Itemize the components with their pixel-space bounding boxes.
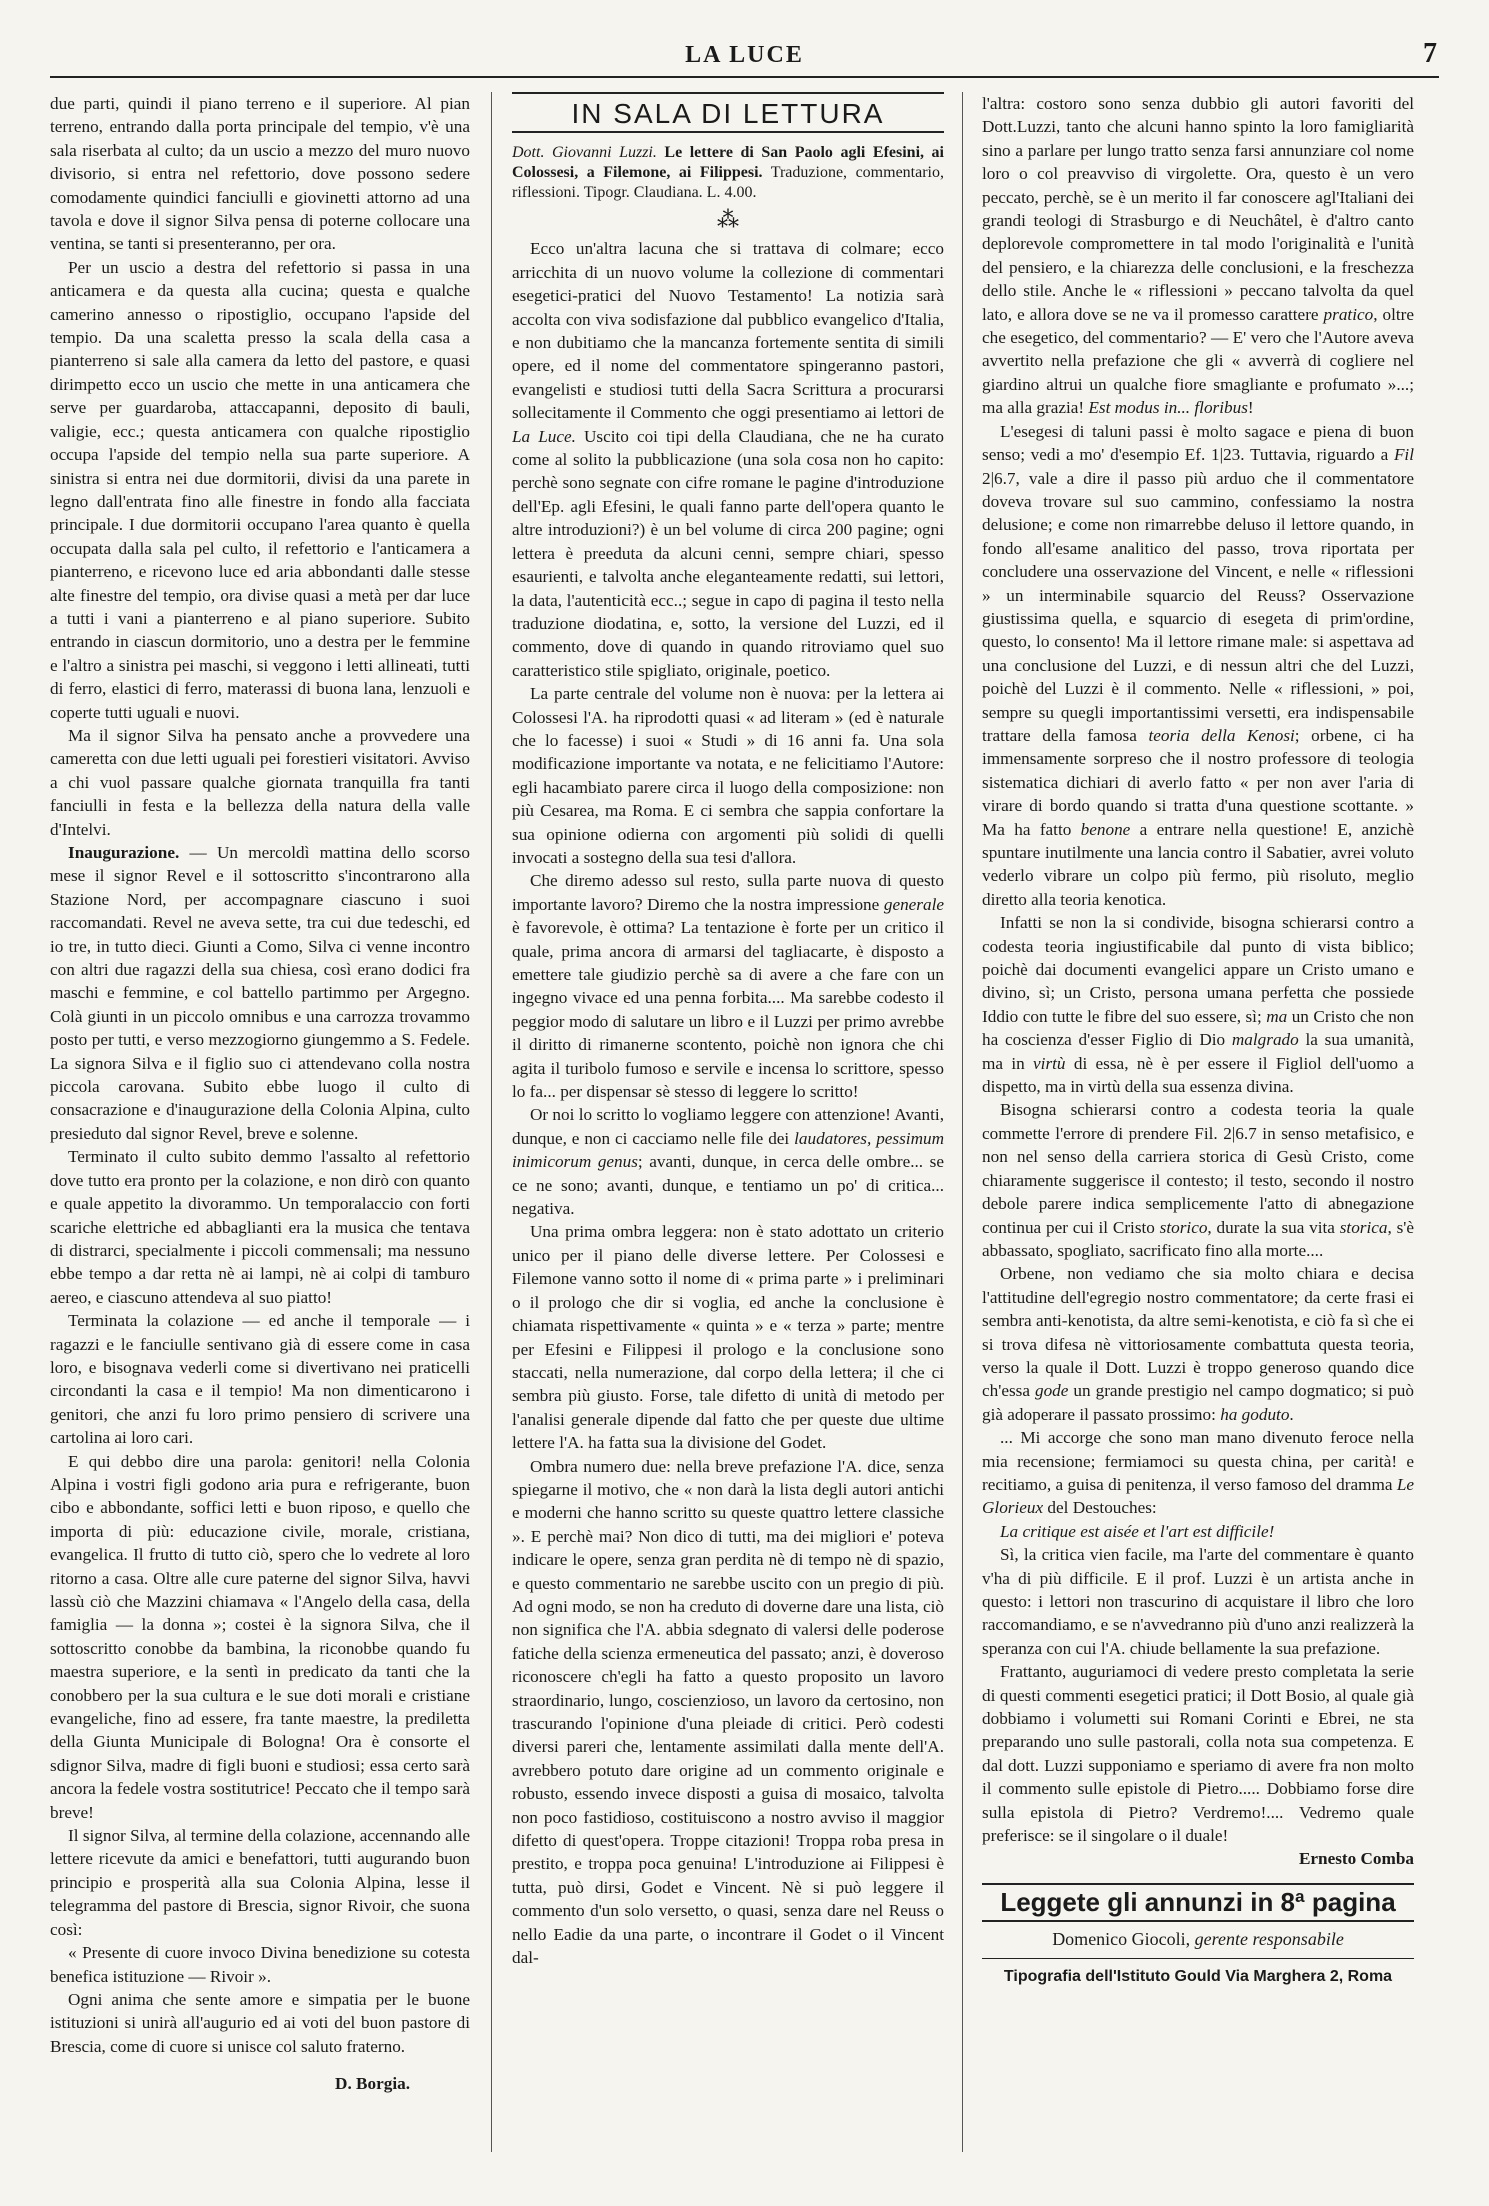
quote-line [982, 1520, 1414, 1543]
book-author: Dott. Giovanni Luzzi. [512, 144, 657, 162]
book-reference [512, 143, 944, 203]
paragraph: E qui debbo dire una parola: genitori! nella Colonia Alpina i vostri figli godono aria pura e refrigerante, buon cibo e abbondante, soffici letti e buon riposo, e quello che importa di più: educazione civile, morale, cristiana, evangelica. Il frutto di tutto ciò, spero che lo vedrete al loro ritorno a casa. Oltre alle cure paterne del signor Silva, havvi lassù ciò che Mazzini chiamava « l'Angelo della casa, della famiglia — la donna »; costei è la signora Silva, che il sottoscritto conobbe da bambina, la riconobbe quando fu maestra superiore, e la sentì in predicato da tanti che la conobbero per la sua cultura e le sue doti morali e cristiane evangeliche, fino ad essere, fra tante maestre, la prediletta della Giunta Municipale di Bologna! Ora è consorte el sdignor Silva, madre di figli buoni e studiosi; essa certo sarà ancora la fedele vostra sostitutrice! Peccato che il tempo sarà breve! [50, 1451, 470, 1822]
paragraph-text: Uscito coi tipi della Claudiana, che ne ha curato come al solito la pubblicazione (una sola cosa non ho capito: perchè sono segnate con cifre romane le pagine d'introduzione dell'Ep. agli Efesini, le quali fanno parte dell'opera quanto le altre introduzioni?) è un bel volume di circa 200 pagine; ogni lettera è preeduta da alcuni cenni, sempre chiari, spesso esaurienti, e talvolta anche eleganteamente redatti, sui lettori, la data, l'autenticità ecc..; segue in capo di pagina il testo nella traduzione diodatina, e, sotto, la versione del Luzzi, ed il commento, dove di quando in quando ritroviamo quel suo caratteristico stile spigliato, originale, poetico. [512, 426, 944, 680]
printer-imprint: Tipografia dell'Istituto Gould Via Marghera 2, Roma [1003, 1967, 1393, 1985]
paragraph [982, 420, 1414, 912]
paragraph-text: a entrare nella questione! E, anzichè spuntare inutilmente una lancia contro il Sabatier, avrei voluto vederlo vibrare un colpo più fermo, più risoluto, meglio diretto alla teoria kenotica. [982, 819, 1414, 909]
italic-text: teoria della Kenosi [1148, 725, 1295, 745]
italic-text: Le Glorieux [982, 1474, 1414, 1518]
paragraph: due parti, quindi il piano terreno e il superiore. Al pian terreno, entrando dalla porta principale del tempio, v'è una sala riserbata al culto; da un uscio a mezzo del muro nuovo divisorio, si entra nel refettorio, dove possono sedere comodamente quindici fanciulli e giovinetti attorno ad una tavola e dove il signor Silva pensa di poterne collocare una ventina, se tanti si presenteranno, per ora. [50, 94, 470, 254]
italic-text: pratico [1323, 304, 1374, 324]
paragraph-text: l'altra: costoro sono senza dubbio gli autori favoriti del Dott.Luzzi, tanto che alcuni hanno spinto la loro famigliarità sino a parlare per lungo tratto senza farsi annunziare col nome loro o col preavviso di virgolette. Ora, questo è un vero peccato, perchè, se è un merito il far conoscere agl'Italiani dei grandi teologi di Strasburgo e di Neuchâtel, è d'altro canto deplorevole compromettere in tal modo l'originalità e l'unità del pensiero, e la chiarezza delle conclusioni, e la freschezza dello stile. Anche le « riflessioni » peccano talvolta da quel lato, e allora dove se ne va il promesso carattere [982, 94, 1414, 324]
italic-text: ma [1266, 1006, 1288, 1026]
book-details: Traduzione, commentario, riflessioni. Tipogr. Claudiana. L. 4.00. [512, 164, 944, 202]
paragraph [512, 1103, 944, 1220]
paragraph: Ombra numero due: nella breve prefazione l'A. dice, senza spiegarne il motivo, che « non darà la lista degli autori antichi e moderni che hanno scritto su queste quattro lettere classiche ». E perchè mai? Non dico di tutti, ma dei migliori e' poteva indicare le opere, senza gran perdita nè di tempo nè di spazio, e questo commentario ne sarebbe uscito con un pregio di più. Ad ogni modo, se non ha creduto di doverne dare una lista, ciò non significa che l'A. abbia sdegnato di valersi delle poderose fatiche della scienza ermeneutica del passato; anzi, è doveroso riconoscere ch'egli ha fatto a questo proposito un lavoro straordinario, lungo, coscienzioso, un lavoro da certosino, non trascurando l'opinione d'una pleiade di critici. Però codesti diversi pareri che, lentamente assimilati dalla mente dell'A. avrebbero potuto dare origine ad un commento originale e robusto, essendo invece disposti a guisa di mosaico, talvolta non poco fastidioso, costituiscono a nostro avviso il maggior difetto di quest'opera. Troppe citazioni! Troppa roba presa in prestito, e troppa poca genuina! L'introduzione ai Filippesi è tutta, può dirsi, Godet e Vincent. Nè si può leggere il commento d'un solo versetto, o quasi, senza dare nel Reuss o nello Eadie da una parte, o incontrare il Godet o il Vincent dal- [512, 1456, 944, 1968]
paragraph-text: ... Mi accorge che sono man mano divenuto feroce nella mia recensione; fermiamoci su questa china, per carità! e recitiamo, a guisa di penitenza, il verso famoso del dramma [982, 1428, 1414, 1494]
paragraph: Frattanto, auguriamoci di vedere presto completata la serie di questi commenti esegetici pratici; il Dott Bosio, al quale già dobbiamo i volumetti sui Romani Corinti e Ebrei, ne sta preparando uno sulle pastorali, colla nota sua competenza. E dal dott. Luzzi supponiamo e speriamo di avere fra non molto il commento sulle epistole di Pietro..... Dobbiamo forse dire sulla epistola di Pietro? Verdremo!.... Vedremo quale preferisce: se il singolare o il duale! [982, 1662, 1414, 1846]
italic-text: Fil [1393, 445, 1414, 465]
paragraph [982, 1098, 1414, 1262]
paragraph [982, 911, 1414, 1098]
paragraph: Per un uscio a destra del refettorio si passa in una anticamera e da questa alla cucina; questa e qualche camerino annesso o ripostiglio, occupano l'apside del tempio. Da una scaletta presso la scala della casa a pianterreno si sale alla camera da letto del pastore, e quasi dirimpetto ecco un uscio che mette in una anticamera che serve per guardaroba, attaccapanni, deposito di bauli, valigie, ecc.; questa anticamera con qualche ripostiglio occupa l'apside del tempio nella sua parte superiore. A sinistra si entra nei due dormitorii, divisi da una parete in legno dall'entrata fino alle finestre in fondo alla facciata principale. I due dormitorii occupano l'area quanto è quella occupata dalla sala pel culto, il refettorio e l'anticamera a pianterreno, e ricevono luce ed aria abbondanti dalle stesse alte finestre del tempio, ora divise quasi a metà per dar luce a tutti i vani a pianterreno e al piano superiore. Subito entrando in ciascun dormitorio, uno a destra per le femmine e l'altro a sinistra pei maschi, si veggono i letti allineati, tutti di ferro, elastici di ferro, materassi di buona lana, lenzuoli e coperte tutti uguali e nuovi. [50, 257, 470, 722]
page-number: 7 [1423, 38, 1437, 69]
paragraph [512, 237, 944, 682]
paragraph-text: del Destouches: [1043, 1498, 1157, 1518]
paragraph-text: è favorevole, è ottima? La tentazione è forte per un critico il quale, prima ancora di armarsi del tagliacarte, è disposto a emettere tale giudizio perchè sa di avere a che fare con un ingegno vivace ed una penna forbita.... Ma sarebbe codesto il peggior modo di salutare un libro e il Luzzi per primo avrebbe il diritto di rimanerne scontento, poichè non ignora che chi agita il turibolo fumoso e servile e incensa lo scrittore, spesso lo fa... per dispensar sè stesso di leggere lo scritto! [512, 918, 944, 1102]
paragraph: Ma il signor Silva ha pensato anche a provvedere una cameretta con due letti uguali pei forestieri visitatori. Avviso a chi vuol passare qualche giornata tranquilla fra tanti fanciulli in festa e la bellezza della natura della valle d'Intelvi. [50, 725, 470, 839]
section-heading: Inaugurazione. [68, 843, 180, 862]
paragraph-text: Orbene, non vediamo che sia molto chiara e decisa l'attitudine dell'egregio nostro commentatore; da certe frasi ei sembra anti-kenotista, da altre semi-kenotista, e ciò fa sì che ei si trova difesa nè vittoriosamente combattuta questa teoria, verso la quale il Dott. Luzzi è troppo generoso quando dice ch'essa [982, 1264, 1414, 1401]
paragraph-text: . [1289, 1404, 1294, 1424]
asterism-separator: ⁂ [717, 207, 739, 233]
paragraph-text: Infatti se non la si condivide, bisogna schierarsi contro a codesta teoria ingiustificabile dal punto di vista biblico; poichè dai documenti evangelici appare un Cristo umano e divino, sì; un Cristo, persona umana perfetta che possiede Iddio con tutte le fibre del suo essere, sì; [982, 913, 1414, 1026]
section-title: IN SALA DI LETTURA [512, 92, 944, 133]
signature: Ernesto Comba [1298, 1849, 1414, 1869]
italic-text: virtù [1033, 1053, 1066, 1073]
paragraph-text: un Cristo che non ha coscienza d'esser Figlio di Dio [982, 1006, 1414, 1050]
italic-text: malgrado [1231, 1030, 1299, 1050]
italic-text: generale [883, 894, 944, 914]
italic-text: ha goduto [1220, 1404, 1290, 1424]
column-2 [512, 92, 944, 2182]
column-1 [50, 92, 470, 2182]
italic-text: Est modus in... floribus [1088, 398, 1248, 418]
column-3 [982, 92, 1414, 2182]
paragraph: Terminata la colazione — ed anche il temporale — i ragazzi e le fanciulle sentivano già di essere come in casa loro, e bisognava vederli come si divertivano nei praticelli circondanti la casa e il tempio! Ma non dimenticarono i genitori, che anzi fu loro primo pensiero di scrivere una cartolina ai loro cari. [50, 1311, 470, 1448]
masthead [50, 38, 1439, 78]
paragraph: Il signor Silva, al termine della colazione, accennando alle lettere ricevute da amici e benefattori, tutti augurando buon principio e prosperità alla sua Colonia Alpina, lesse il telegramma del pastore di Brescia, signor Rivoir, che suona così: [50, 1826, 470, 1939]
signature: D. Borgia. [335, 2074, 410, 2094]
paragraph-text: Or noi lo scritto lo vogliamo leggere con attenzione! Avanti, dunque, e non ci cacciamo nelle file dei [512, 1105, 944, 1148]
paragraph-text: Che diremo adesso sul resto, sulla parte nuova di questo importante lavoro? Diremo che la nostra impressione [512, 871, 944, 914]
paragraph-text: L'esegesi di taluni passi è molto sagace e piena di buon senso; vedi a mo' d'esempio Ef. 1|23. Tuttavia, riguardo a [982, 421, 1414, 465]
editor-name: Domenico Giocoli, [1052, 1929, 1191, 1950]
paragraph-text: la sua umanità, ma in [982, 1030, 1414, 1073]
italic-text: gode [1034, 1381, 1069, 1401]
paragraph: La parte centrale del volume non è nuova: per la lettera ai Colossesi l'A. ha riprodotti quasi « ad literam » (ed è naturale che lo facesse) i suoi « Studi » di 16 anni fa. Una sola modificazione importante va notata, e ne felicitiamo l'Autore: egli hacambiato parere circa il luogo della composizione: non più Cesarea, ma Roma. E ci sembra che sappia confortare la sua opinione odierna con argomenti più solidi di quelli invocati a sostegno della sua tesi d'allora. [512, 684, 944, 867]
editor-role: gerente responsabile [1190, 1929, 1344, 1950]
telegram-quote: « Presente di cuore invoco Divina benedizione su cotesta benefica istituzione — Rivoir ». [50, 1943, 470, 1986]
italic-text: benone [1080, 819, 1131, 839]
paragraph [50, 841, 470, 1145]
italic-text: La Luce. [512, 426, 576, 446]
paragraph [982, 92, 1414, 420]
paragraph-text: un grande prestigio nel campo dogmatico; si può già adoperare il passato prossimo: [982, 1381, 1414, 1424]
paragraph-text: , durate la sua vita [1207, 1217, 1340, 1237]
paragraph-text: Ecco un'altra lacuna che si trattava di colmare; ecco arricchita di un nuovo volume la collezione di commentari esegetici-pratici del Nuovo Testamento! La notizia sarà accolta con viva sodisfazione dal pubblico evangelico d'Italia, e non dubitiamo che la mancanza fortemente sentita di simili opere, ed il nome del commentatore spingeranno pastori, evangelisti e studiosi tutti della Sacra Scrittura a procurarsi sollecitamente il Commento che oggi presentiamo ai lettori de [512, 239, 944, 423]
paragraph-text: ; orbene, ci ha immensamente sorpreso che il nostro professore di teologia sistematica dichiari di averlo fatto « per non aver l'aria di virare di bordo quando si tratta d'una questione scottante. » Ma ha fatto [982, 725, 1414, 839]
column-divider [491, 92, 492, 2152]
paragraph: Sì, la critica vien facile, ma l'arte del commentare è quanto v'ha di più difficile. E il prof. Luzzi è un artista anche in questo: i lettori non trascurino di acquistare il libro che loro raccomandiamo, e se n'avvedranno più d'uno anzi realizzerà la speranza con cui l'A. chiude bellamente la sua prefazione. [982, 1545, 1414, 1658]
book-title: Le lettere di San Paolo agli Efesini, ai Colossesi, a Filemone, ai Filippesi. [512, 144, 944, 182]
italic-text: La critique est aisée et l'art est difficile! [1000, 1521, 1275, 1541]
column-divider [962, 92, 963, 2152]
paragraph: Ogni anima che sente amore e simpatia per le buone istituzioni si unirà all'augurio ed ai voti del buon pastore di Brescia, come di cuore si unisce col saluto fraterno. [50, 1989, 470, 2056]
paragraph-text: Bisogna schierarsi contro a codesta teoria la quale commette l'errore di prendere Fil. 2|6.7 in senso metafisico, e non nel senso della carriera storica di Gesù Cristo, come chiaramente suggerisce il contesto; il testo, secondo il nostro debole parere indica semplicemente l'atto di abnegazione continua per cui il Cristo [982, 1100, 1414, 1237]
paragraph-text: , oltre che esegetico, del commentario? — E' vero che l'Autore aveva avvertito nella prefazione che gli « avverrà di cogliere nel giardino altrui un qualche fiore smagliante e profumato »...; ma alla grazia! [982, 304, 1414, 418]
italic-text: storico [1159, 1217, 1208, 1237]
paragraph: Una prima ombra leggera: non è stato adottato un criterio unico per il piano delle diverse lettere. Per Colossesi e Filemone vanno sotto il nome di « prima parte » i preliminari o il prologo che dir si voglia, ed anche la conclusione è chiamata rispettivamente « quinta » e « terza » parte; mentre per Efesini e Filippesi il prologo e la conclusione sono staccati, nella numerazione, dal corpo della lettera; il che ci sembra più giusto. Forse, tale difetto di unità di metodo per l'analisi generale dipende dal fatto che per queste due ultime lettere l'A. ha fatta sua la divisione del Godet. [512, 1222, 944, 1453]
paragraph-text: ! [1247, 398, 1254, 418]
paragraph-text: di essa, nè è per essere il Figliol dell'uomo a dispetto, ma in virtù della sua essenza divina. [982, 1053, 1414, 1097]
responsible-editor [982, 1922, 1414, 1958]
paragraph-text: 2|6.7, vale a dire il passo più arduo che il commentatore doveva trovare sul suo cammino, confessiamo la nostra delusione; e come non rimarrebbe deluso il lettore quando, in fondo all'esame analitico del passo, trova riportata per concludere una osservazione del Vincent, e nelle « riflessioni » un interminabile squarcio del Reuss? Osservazione giustissima quella, e squarcio di esegeta di prim'ordine, questo, lo consento! Ma il lettore rimane male: si aspettava ad una conclusione del Luzzi, e di nessun altri che del Luzzi, poichè del Luzzi è il commento. Nelle « riflessioni, » poi, sempre su quegli importantissimi versetti, era indispensabile trattare della famosa [982, 468, 1414, 745]
newspaper-title: LA LUCE [685, 42, 804, 68]
paragraph: Terminato il culto subito demmo l'assalto al refettorio dove tutto era pronto per la colazione, e non dirò con quanto e quale appetito la divorammo. Un temporalaccio con forti scariche elettriche ed abbaglianti era la musica che tentava di distrarci, specialmente i piccoli commensali; ma nessuno ebbe tempo a dar retta nè ai lampi, nè ai colpi di tamburo aereo, e ciascuno attendeva al suo piatto! [50, 1147, 470, 1307]
paragraph-text: — Un mercoldì mattina dello scorso mese il signor Revel e il sottoscritto s'incontrarono alla Stazione Nord, per accompagnare ciascuno i suoi raccomandati. Revel ne aveva sette, tra cui due tedeschi, ed io tre, in tutto dieci. Giunti a Como, Silva ci venne incontro con altri due ragazzi della sua chiesa, così erano dodici fra maschi e femmine, e col battello partimmo per Argegno. Colà giunti in un piccolo omnibus e una carrozza trovammo posto per tutti, e verso mezzogiorno giungemmo a S. Fedele. La signora Silva e il figlio suo ci attendevano colla nostra piccola carovana. Subito ebbe luogo il culto di consacrazione e d'inaugurazione della Colonia Alpina, culto presieduto dal signor Revel, breve e solenne. [50, 843, 470, 1143]
paragraph [512, 869, 944, 1103]
paragraph-text: , s'è abbassato, spogliato, sacrificato fino alla morte.... [982, 1217, 1414, 1260]
paragraph-text: ; avanti, dunque, in cerca delle ombre... se ce ne sono; avanti, dunque, e tentiamo un po' di critica... negativa. [512, 1152, 944, 1219]
paragraph [982, 1426, 1414, 1520]
italic-text: laudatores, pessimum inimicorum genus [512, 1128, 944, 1172]
advertisement-notice: Leggete gli annunzi in 8ª pagina [982, 1883, 1414, 1922]
italic-text: storica [1339, 1217, 1388, 1237]
paragraph [982, 1262, 1414, 1426]
